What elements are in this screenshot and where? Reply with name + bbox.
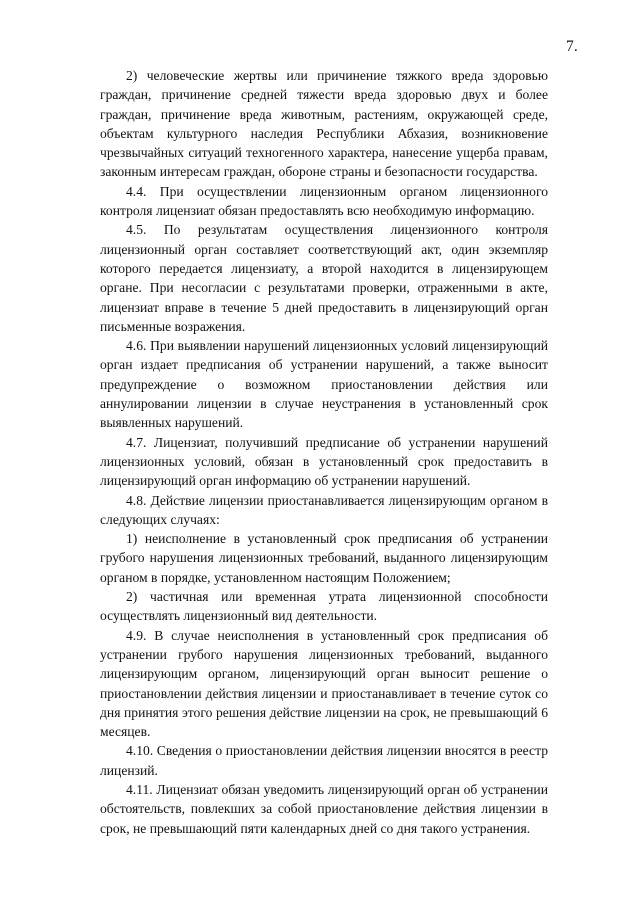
paragraph: 4.6. При выявлении нарушений лицензионных условий лицензирующий орган издает предписания об устранении нарушений, а также выносит предупреждение о возможном приостановлении действия или аннулировании лицензии в случае неустранения в установленный срок выявленных нарушений. <box>100 338 548 431</box>
paragraph: 4.4. При осуществлении лицензионным органом лицензионного контроля лицензиат обязан предоставлять всю необходимую информацию. <box>100 183 548 219</box>
paragraph: 2) человеческие жертвы или причинение тяжкого вреда здоровью граждан, причинение средней тяжести вреда здоровью двух и более граждан, причинение вреда животным, растениям, окружающей среде, объектам культурного наследия Республики Абхазия, возникновение чрезвычайных ситуаций техногенного характера, нанесение ущерба правам, законным интересам граждан, обороне страны и безопасности государства. <box>100 68 548 180</box>
page-number: 7. <box>565 38 578 55</box>
paragraph: 2) частичная или временная утрата лицензионной способности осуществлять лицензионный вид деятельности. <box>100 589 548 624</box>
document-body <box>100 66 548 838</box>
paragraph: 4.10. Сведения о приостановлении действия лицензии вносятся в реестр лицензий. <box>100 743 548 778</box>
paragraph: 4.11. Лицензиат обязан уведомить лицензирующий орган об устранении обстоятельств, повлекших за собой приостановление действия лицензии в срок, не превышающий пяти календарных дней со дня такого устранения. <box>100 781 548 836</box>
paragraph: 4.5. По результатам осуществления лицензионного контроля лицензионный орган составляет соответствующий акт, один экземпляр которого передается лицензиату, а второй находится в лицензирующем органе. При несогласии с результатами проверки, отраженными в акте, лицензиат вправе в течение 5 дней предоставить в лицензирующий орган письменные возражения. <box>100 222 548 334</box>
paragraph: 1) неисполнение в установленный срок предписания об устранении грубого нарушения лицензионных требований, выданного лицензирующим органом в порядке, установленном настоящим Положением; <box>100 531 548 585</box>
paragraph: 4.9. В случае неисполнения в установленный срок предписания об устранении грубого нарушения лицензионных требований, выданного лицензирующим органом, лицензирующий орган выносит решение о приостановлении действия лицензии и приостанавливает в течение суток со дня принятия этого решения действие лицензии на срок, не превышающий 6 месяцев. <box>100 627 548 740</box>
paragraph: 4.7. Лицензиат, получивший предписание об устранении нарушений лицензионных условий, обязан в установленный срок предоставить в лицензирующий орган информацию об устранении нарушений. <box>100 434 548 489</box>
paragraph: 4.8. Действие лицензии приостанавливается лицензирующим органом в следующих случаях: <box>100 492 548 527</box>
